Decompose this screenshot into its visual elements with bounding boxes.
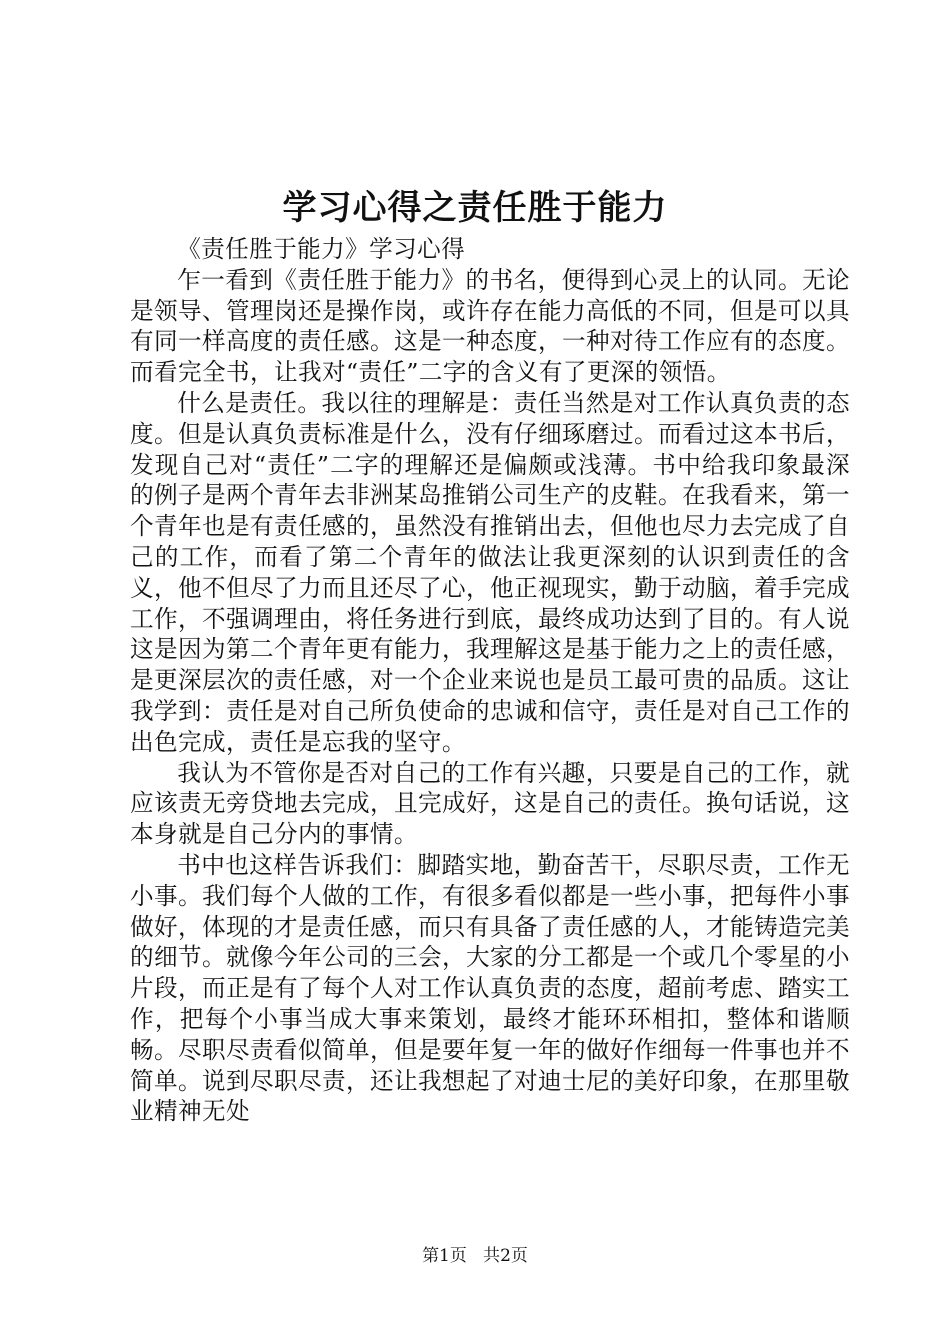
page-number: 第1页	[422, 1246, 467, 1266]
page-total: 共2页	[483, 1246, 528, 1266]
paragraph-subtitle: 《责任胜于能力》学习心得	[177, 235, 466, 263]
paragraph-2: 什么是责任。我以往的理解是：责任当然是对工作认真负责的态度。但是认真负责标准是什么，没有仔细琢磨过。而看过这本书后，发现自己对“责任”二字的理解还是偏颇或浅薄。书中给我印象最深的例子是两个青年去非洲某岛推销公司生产的皮鞋。在我看来，第一个青年也是有责任感的，虽然没有推销出去，但他也尽力去完成了自己的工作，而看了第二个青年的做法让我更深刻的认识到责任的含义，他不但尽了力而且还尽了心，他正视现实，勤于动脑，着手完成工作，不强调理由，将任务进行到底，最终成功达到了目的。有人说这是因为第二个青年更有能力，我理解这是基于能力之上的责任感，是更深层次的责任感，对一个企业来说也是员工最可贵的品质。这让我学到：责任是对自己所负使命的忠诚和信守，责任是对自己工作的出色完成，责任是忘我的坚守。	[130, 388, 850, 756]
paragraph-3: 我认为不管你是否对自己的工作有兴趣，只要是自己的工作，就应该责无旁贷地去完成，且完成好，这是自己的责任。换句话说，这本身就是自己分内的事情。	[130, 758, 850, 849]
paragraph-1: 乍一看到《责任胜于能力》的书名，便得到心灵上的认同。无论是领导、管理岗还是操作岗，或许存在能力高低的不同，但是可以具有同一样高度的责任感。这是一种态度，一种对待工作应有的态度。而看完全书，让我对“责任”二字的含义有了更深的领悟。	[130, 265, 850, 387]
document-body	[130, 234, 850, 1127]
paragraph-4: 书中也这样告诉我们：脚踏实地，勤奋苦干，尽职尽责，工作无小事。我们每个人做的工作，有很多看似都是一些小事，把每件小事做好，体现的才是责任感，而只有具备了责任感的人，才能铸造完美的细节。就像今年公司的三会，大家的分工都是一个或几个零星的小片段，而正是有了每个人对工作认真负责的态度，超前考虑、踏实工作，把每个小事当成大事来策划，最终才能环环相扣，整体和谐顺畅。尽职尽责看似简单，但是要年复一年的做好作细每一件事也并不简单。说到尽职尽责，还让我想起了对迪士尼的美好印象，在那里敬业精神无处	[130, 850, 850, 1126]
document-title: 学习心得之责任胜于能力	[282, 188, 668, 228]
page-footer	[0, 1245, 950, 1267]
page-separator	[472, 1246, 477, 1266]
